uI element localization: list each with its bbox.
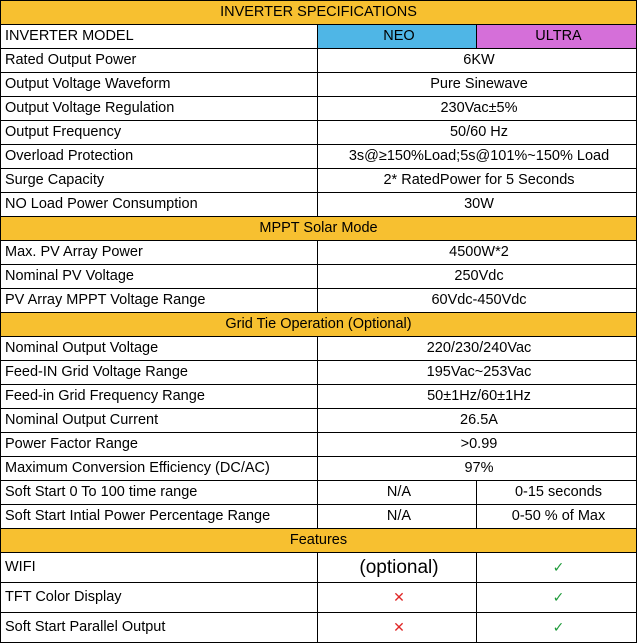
- table-row: [1, 241, 637, 265]
- row-label: Surge Capacity: [1, 169, 318, 193]
- row-value: 50±1Hz/60±1Hz: [318, 385, 637, 409]
- row-label: Output Frequency: [1, 121, 318, 145]
- row-value: 26.5A: [318, 409, 637, 433]
- check-icon: ✓: [552, 618, 565, 635]
- table-row: [1, 49, 637, 73]
- table-title: INVERTER SPECIFICATIONS: [1, 1, 637, 25]
- row-value: Pure Sinewave: [318, 73, 637, 97]
- model-ultra: ULTRA: [477, 25, 637, 49]
- table-row: [1, 457, 637, 481]
- row-value: 6KW: [318, 49, 637, 73]
- ultra-value: [477, 583, 637, 613]
- neo-value: [318, 553, 477, 583]
- section-header-features: [1, 529, 637, 553]
- row-label: Output Voltage Regulation: [1, 97, 318, 121]
- row-label: Power Factor Range: [1, 433, 318, 457]
- table-row: [1, 121, 637, 145]
- table-row: [1, 613, 637, 643]
- neo-value: [318, 613, 477, 643]
- optional-text: (optional): [359, 557, 439, 578]
- row-label: Feed-IN Grid Voltage Range: [1, 361, 318, 385]
- row-value: 2* RatedPower for 5 Seconds: [318, 169, 637, 193]
- row-label: Nominal PV Voltage: [1, 265, 318, 289]
- row-label: Nominal Output Voltage: [1, 337, 318, 361]
- table-row: [1, 409, 637, 433]
- row-label: TFT Color Display: [1, 583, 318, 613]
- check-icon: ✓: [552, 558, 565, 575]
- row-value: 220/230/240Vac: [318, 337, 637, 361]
- row-label: Rated Output Power: [1, 49, 318, 73]
- table-row: [1, 481, 637, 505]
- row-label: PV Array MPPT Voltage Range: [1, 289, 318, 313]
- cross-icon: ✕: [393, 618, 405, 635]
- model-row: [1, 25, 637, 49]
- row-value: 60Vdc-450Vdc: [318, 289, 637, 313]
- neo-value: N/A: [318, 505, 477, 529]
- section-header-mppt: [1, 217, 637, 241]
- row-value: 97%: [318, 457, 637, 481]
- section-title: MPPT Solar Mode: [1, 217, 637, 241]
- neo-value: N/A: [318, 481, 477, 505]
- row-label: Maximum Conversion Efficiency (DC/AC): [1, 457, 318, 481]
- title-row: [1, 1, 637, 25]
- table-row: [1, 583, 637, 613]
- row-value: 195Vac~253Vac: [318, 361, 637, 385]
- section-title: Grid Tie Operation (Optional): [1, 313, 637, 337]
- table-row: [1, 193, 637, 217]
- row-label: Nominal Output Current: [1, 409, 318, 433]
- table-row: [1, 505, 637, 529]
- row-label: WIFI: [1, 553, 318, 583]
- row-value: 30W: [318, 193, 637, 217]
- table-row: [1, 553, 637, 583]
- ultra-value: 0-15 seconds: [477, 481, 637, 505]
- table-row: [1, 385, 637, 409]
- row-value: 3s@≥150%Load;5s@101%~150% Load: [318, 145, 637, 169]
- table-row: [1, 97, 637, 121]
- row-label: Output Voltage Waveform: [1, 73, 318, 97]
- section-header-grid: [1, 313, 637, 337]
- section-title: Features: [1, 529, 637, 553]
- row-value: 50/60 Hz: [318, 121, 637, 145]
- model-neo: NEO: [318, 25, 477, 49]
- table-row: [1, 169, 637, 193]
- table-row: [1, 433, 637, 457]
- table-row: [1, 361, 637, 385]
- model-label: INVERTER MODEL: [1, 25, 318, 49]
- ultra-value: 0-50 % of Max: [477, 505, 637, 529]
- check-icon: ✓: [552, 588, 565, 605]
- neo-value: [318, 583, 477, 613]
- row-label: Soft Start 0 To 100 time range: [1, 481, 318, 505]
- table-row: [1, 73, 637, 97]
- row-value: 4500W*2: [318, 241, 637, 265]
- row-value: 230Vac±5%: [318, 97, 637, 121]
- ultra-value: [477, 613, 637, 643]
- ultra-value: [477, 553, 637, 583]
- row-label: Soft Start Parallel Output: [1, 613, 318, 643]
- row-label: Max. PV Array Power: [1, 241, 318, 265]
- cross-icon: ✕: [393, 588, 405, 605]
- table-row: [1, 289, 637, 313]
- row-label: Soft Start Intial Power Percentage Range: [1, 505, 318, 529]
- row-label: NO Load Power Consumption: [1, 193, 318, 217]
- row-label: Overload Protection: [1, 145, 318, 169]
- table-row: [1, 145, 637, 169]
- row-label: Feed-in Grid Frequency Range: [1, 385, 318, 409]
- table-row: [1, 265, 637, 289]
- table-row: [1, 337, 637, 361]
- row-value: >0.99: [318, 433, 637, 457]
- row-value: 250Vdc: [318, 265, 637, 289]
